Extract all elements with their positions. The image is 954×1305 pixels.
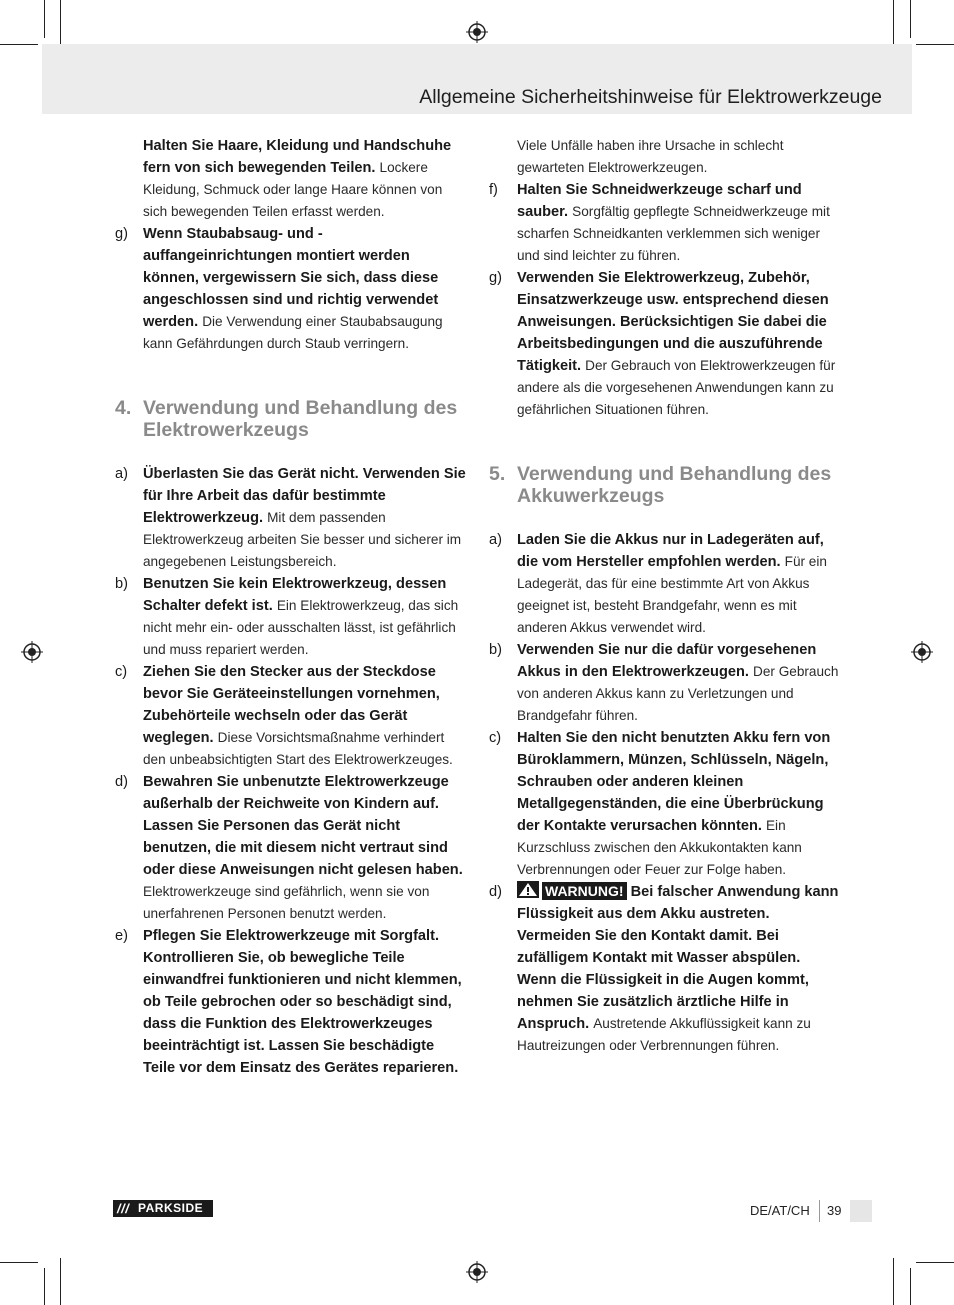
instruction-bold: Pflegen Sie Elektrowerkzeuge mit Sorgfalt. Kontrollieren Sie, ob bewegliche Teile einwandfrei funktionieren und nicht klemmen, ob Teile gebrochen oder so beschädigt sind, dass die Funktion des Elektrowerkzeuges beeinträchtigt ist. Lassen Sie beschädigte Teile vor dem Einsatz des Gerätes reparieren. <box>143 928 462 1076</box>
section-title: Verwendung und Behandlung des Akkuwerkzeugs <box>517 463 832 507</box>
section-number: 4. <box>115 397 132 419</box>
instruction-text: Lockere Kleidung, Schmuck oder lange Haare können von sich bewegenden Teilen erfasst werden. <box>143 160 443 219</box>
instruction-text: Mit dem passenden Elektrowerkzeug arbeiten Sie besser und sicherer im angegebenen Leistungsbereich. <box>143 510 462 569</box>
item-marker: b) <box>115 576 128 592</box>
language-code: DE/AT/CH <box>750 1203 810 1218</box>
crop-mark <box>893 1258 894 1305</box>
instruction-text: Die Verwendung einer Staubabsaugung kann Gefährdungen durch Staub verringern. <box>143 314 443 351</box>
crop-mark <box>60 0 61 48</box>
instruction-text: Viele Unfälle haben ihre Ursache in schlecht gewarteten Elektrowerkzeugen. <box>517 138 784 175</box>
instruction-bold: Wenn Staubabsaug- und -auffangeinrichtungen montiert werden können, vergewissern Sie sich, dass diese angeschlossen sind und richtig verwendet werden. <box>143 226 439 330</box>
crop-mark <box>44 1268 45 1305</box>
crop-mark <box>60 1258 61 1305</box>
page-number: 39 <box>827 1203 842 1218</box>
crop-mark <box>910 0 911 38</box>
instruction-text: Der Gebrauch von anderen Akkus kann zu Verletzungen und Brandgefahr führen. <box>517 664 839 723</box>
instruction-bold: Verwenden Sie Elektrowerkzeug, Zubehör, Einsatzwerkzeuge usw. entsprechend diesen Anweisungen. Berücksichtigen Sie dabei die Arbeitsbedingungen und die auszuführende Tätigkeit. <box>517 270 829 374</box>
registration-mark-icon <box>21 641 43 663</box>
list-item <box>112 463 468 573</box>
item-marker: b) <box>489 642 502 658</box>
instruction-text: Ein Kurzschluss zwischen den Akkukontakten kann Verbrennungen oder Feuer zur Folge haben. <box>517 818 802 877</box>
list-item <box>486 881 842 1057</box>
footer-tab <box>850 1200 872 1222</box>
registration-mark-icon <box>466 21 488 43</box>
item-marker: c) <box>489 730 502 746</box>
instruction-text: Für ein Ladegerät, das für eine bestimmte Art von Akkus geeignet ist, besteht Brandgefahr, wenn es mit anderen Akkus verwendet wird. <box>517 554 827 635</box>
item-marker: d) <box>115 774 128 790</box>
list-item <box>112 135 468 223</box>
registration-mark-icon <box>911 641 933 663</box>
list-item <box>112 661 468 771</box>
section-title: Verwendung und Behandlung des Elektrowerkzeugs <box>143 397 458 441</box>
crop-mark <box>44 0 45 38</box>
section-number: 5. <box>489 463 506 485</box>
list-item <box>486 179 842 267</box>
instruction-text: Elektrowerkzeuge sind gefährlich, wenn sie von unerfahrenen Personen benutzt werden. <box>143 884 430 921</box>
right-column <box>486 135 842 1057</box>
item-marker: c) <box>115 664 128 680</box>
instruction-text: Austretende Akkuflüssigkeit kann zu Hautreizungen oder Verbrennungen führen. <box>517 1016 811 1053</box>
item-marker: a) <box>489 532 502 548</box>
instruction-bold: Ziehen Sie den Stecker aus der Steckdose bevor Sie Geräteeinstellungen vornehmen, Zubehörteile wechseln oder das Gerät weglegen. <box>143 664 440 746</box>
instruction-text: Sorgfältig gepflegte Schneidwerkzeuge mit scharfen Schneidkanten verklemmen sich weniger und sind leichter zu führen. <box>517 204 830 263</box>
brand-mark: /// <box>117 1201 130 1216</box>
instruction-bold: Halten Sie den nicht benutzten Akku fern von Büroklammern, Münzen, Schlüsseln, Nägeln, Schrauben oder anderen kleinen Metallgegenständen, die eine Überbrückung der Kontakte verursachen könnten. <box>517 730 831 834</box>
item-marker: g) <box>489 270 502 286</box>
list-item <box>112 223 468 355</box>
instruction-bold: Halten Sie Haare, Kleidung und Handschuhe fern von sich bewegenden Teilen. <box>143 138 452 176</box>
instruction-bold: Verwenden Sie nur die dafür vorgesehenen Akkus in den Elektrowerkzeugen. <box>517 642 817 680</box>
instruction-text: Diese Vorsichtsmaßnahme verhindert den unbeabsichtigten Start des Elektrowerkzeuges. <box>143 730 453 767</box>
brand-name: PARKSIDE <box>138 1201 204 1215</box>
list-item <box>486 135 842 179</box>
item-marker: e) <box>115 928 128 944</box>
crop-mark <box>0 1262 38 1263</box>
instruction-bold: Bewahren Sie unbenutzte Elektrowerkzeuge außerhalb der Reichweite von Kindern auf. Lassen Sie Personen das Gerät nicht benutzen, die mit diesem nicht vertraut sind oder diese Anweisungen nicht gelesen haben. <box>143 774 463 878</box>
list-item <box>112 573 468 661</box>
list-item <box>486 727 842 881</box>
list-item <box>486 639 842 727</box>
page-title: Allgemeine Sicherheitshinweise für Elektrowerkzeuge <box>419 86 882 108</box>
crop-mark <box>910 1268 911 1305</box>
item-marker: a) <box>115 466 128 482</box>
crop-mark <box>0 44 38 45</box>
item-marker: g) <box>115 226 128 242</box>
section-heading <box>486 463 842 507</box>
crop-mark <box>916 44 954 45</box>
instruction-text: Ein Elektrowerkzeug, das sich nicht mehr ein- oder ausschalten lässt, ist gefährlich und muss repariert werden. <box>143 598 459 657</box>
warning-badge: WARNUNG! <box>542 882 627 900</box>
parkside-logo <box>113 1200 213 1217</box>
registration-mark-icon <box>466 1261 488 1283</box>
instruction-text: Der Gebrauch von Elektrowerkzeugen für andere als die vorgesehenen Anwendungen kann zu gefährlichen Situationen führen. <box>517 358 836 417</box>
list-item <box>486 267 842 421</box>
instruction-bold: Benutzen Sie kein Elektrowerkzeug, dessen Schalter defekt ist. <box>143 576 447 614</box>
list-item <box>112 925 468 1079</box>
item-marker: d) <box>489 884 502 900</box>
warning-triangle-icon <box>517 881 539 898</box>
instruction-bold: Laden Sie die Akkus nur in Ladegeräten auf, die vom Hersteller empfohlen werden. <box>517 532 824 570</box>
crop-mark <box>893 0 894 48</box>
footer-divider <box>819 1200 820 1222</box>
left-column <box>112 135 468 1079</box>
list-item <box>112 771 468 925</box>
item-marker: f) <box>489 182 498 198</box>
instruction-bold: Halten Sie Schneidwerkzeuge scharf und sauber. <box>517 182 802 220</box>
crop-mark <box>916 1262 954 1263</box>
list-item <box>486 529 842 639</box>
section-heading <box>112 397 468 441</box>
instruction-bold: Bei falscher Anwendung kann Flüssigkeit aus dem Akku austreten. Vermeiden Sie den Kontakt damit. Bei zufälligem Kontakt mit Wasser abspülen. Wenn die Flüssigkeit in die Augen kommt, nehmen Sie zusätzlich ärztliche Hilfe in Anspruch. <box>517 884 839 1032</box>
instruction-bold: Überlasten Sie das Gerät nicht. Verwenden Sie für Ihre Arbeit das dafür bestimmte Elektrowerkzeug. <box>143 466 466 526</box>
